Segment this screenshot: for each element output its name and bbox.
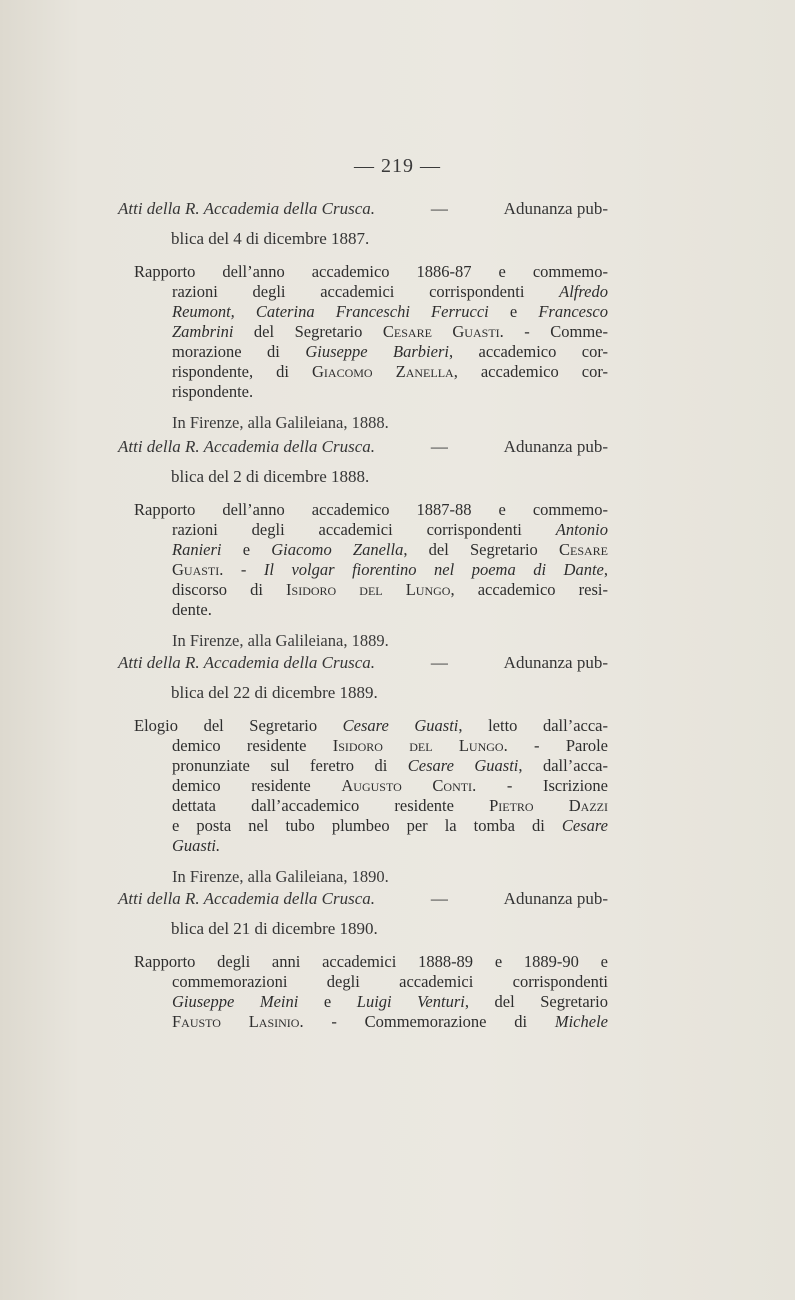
heading-rest: Adunanza pub- [503,199,608,218]
heading-date-line: blica del 21 di dicembre 1890. [171,919,378,938]
entry-heading [118,194,608,254]
entry-heading [118,648,608,708]
desc-line: commemorazioni degli accademici corrispondenti [172,972,608,991]
entry-title: Atti della R. Accademia della Crusca. [118,199,376,218]
entry-description [134,262,608,402]
heading-rest: Adunanza pub- [503,653,608,672]
desc-line: Reumont, Caterina Franceschi Ferrucci e Francesco [172,302,608,321]
desc-line: demico residente Isidoro del Lungo. - Parole [172,736,608,755]
heading-dash: — [430,653,448,672]
entry-imprint: In Firenze, alla Galileiana, 1890. [172,867,389,886]
desc-line: Guasti. [172,836,221,855]
bibliography-entry [118,432,608,652]
page-number: — 219 — [354,155,441,177]
desc-line: dente. [172,600,212,619]
desc-line: dettata dall’accademico residente Pietro Dazzi [172,796,608,815]
desc-line: Giuseppe Meini e Luigi Venturi, del Segretario [172,992,609,1011]
desc-line: Elogio del Segretario Cesare Guasti, letto dall’acca- [134,716,609,735]
desc-line: rispondente, di Giacomo Zanella, accademico cor- [172,362,608,381]
desc-line: Rapporto degli anni accademici 1888-89 e 1889-90 e [134,952,608,971]
heading-rest: Adunanza pub- [503,889,608,908]
desc-line: demico residente Augusto Conti. - Iscrizione [172,776,609,795]
desc-line: Ranieri e Giacomo Zanella, del Segretario Cesare [172,540,609,559]
heading-dash: — [430,199,448,218]
heading-date-line: blica del 4 di dicembre 1887. [171,229,370,248]
bibliography-entry [118,194,608,434]
heading-rest: Adunanza pub- [503,437,608,456]
entry-heading [118,432,608,492]
desc-line: rispondente. [172,382,254,401]
bibliography-entry [118,884,608,1032]
desc-line: pronunziate sul feretro di Cesare Guasti, dall’acca- [172,756,608,775]
entry-description [134,716,608,856]
desc-line: Rapporto dell’anno accademico 1886-87 e commemo- [134,262,608,281]
desc-line: discorso di Isidoro del Lungo, accademico resi- [172,580,608,599]
desc-line: e posta nel tubo plumbeo per la tomba di Cesare [172,816,608,835]
desc-line: morazione di Giuseppe Barbieri, accademico cor- [172,342,609,361]
entry-description [134,952,608,1032]
desc-line: Rapporto dell’anno accademico 1887-88 e commemo- [134,500,608,519]
entry-description [134,500,608,620]
entry-title: Atti della R. Accademia della Crusca. [118,437,376,456]
heading-dash: — [430,437,448,456]
entry-imprint: In Firenze, alla Galileiana, 1888. [172,413,389,432]
desc-line: Guasti. - Il volgar fiorentino nel poema di Dante, [172,560,608,579]
bibliography-entry [118,648,608,888]
desc-line: razioni degli accademici corrispondenti Antonio [172,520,608,539]
entry-title: Atti della R. Accademia della Crusca. [118,653,376,672]
heading-date-line: blica del 22 di dicembre 1889. [171,683,378,702]
heading-dash: — [430,889,448,908]
entry-imprint: In Firenze, alla Galileiana, 1889. [172,631,389,650]
heading-date-line: blica del 2 di dicembre 1888. [171,467,370,486]
desc-line: Zambrini del Segretario Cesare Guasti. - Comme- [172,322,608,341]
entry-heading [118,884,608,944]
desc-line: Fausto Lasinio. - Commemorazione di Michele [172,1012,608,1031]
desc-line: razioni degli accademici corrispondenti Alfredo [172,282,608,301]
entry-title: Atti della R. Accademia della Crusca. [118,889,376,908]
